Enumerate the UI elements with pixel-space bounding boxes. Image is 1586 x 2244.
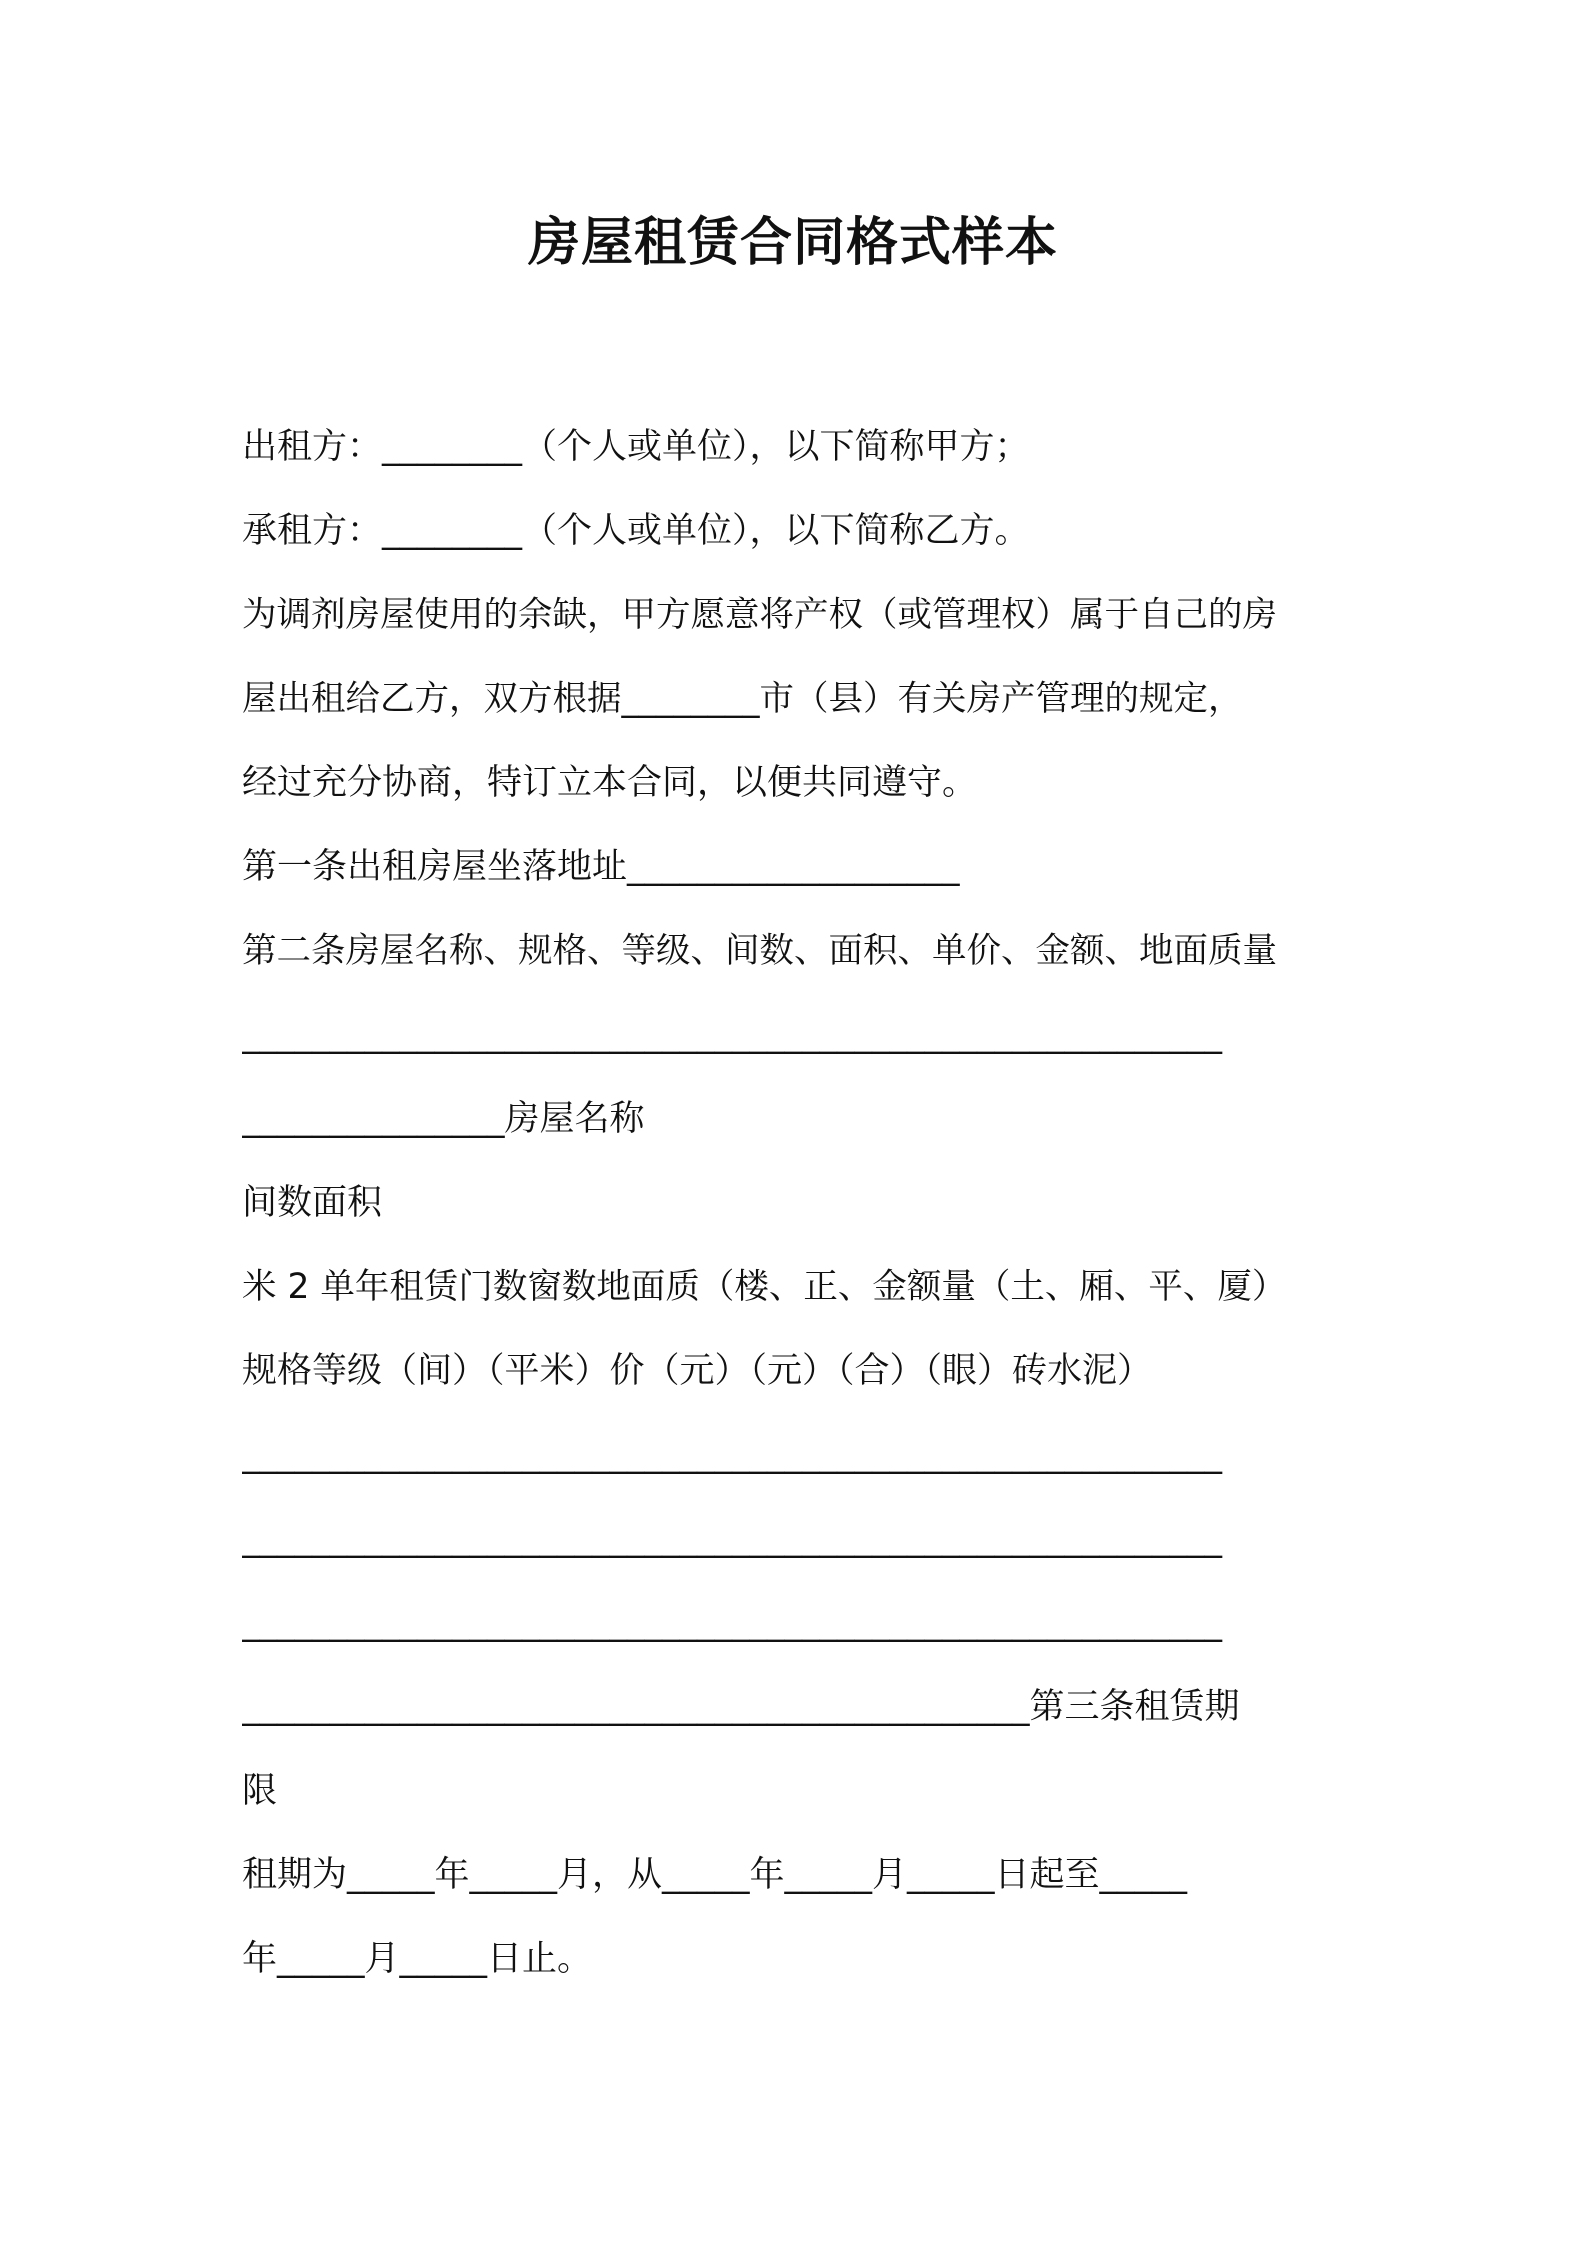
table-header-line-1: 米 2 单年租赁门数窗数地面质（楼、正、金额量（土、厢、平、厦） xyxy=(242,1267,1287,1307)
preamble-line-1: 为调剂房屋使用的余缺，甲方愿意将产权（或管理权）属于自己的房 xyxy=(242,595,1277,635)
article-1-line: 第一条出租房屋坐落地址___________________ xyxy=(242,847,960,887)
lessee-line: 承租方：________（个人或单位），以下简称乙方。 xyxy=(242,511,1030,551)
preamble-line-2: 屋出租给乙方，双方根据________市（县）有关房产管理的规定， xyxy=(242,679,1243,719)
table-header-line-2: 规格等级（间）（平米）价（元）（元）（合）（眼）砖水泥） xyxy=(242,1351,1153,1391)
preamble-line-3: 经过充分协商，特订立本合同，以便共同遵守。 xyxy=(242,763,978,803)
lease-term-line-2: 年_____月_____日止。 xyxy=(242,1939,593,1979)
blank-line-1: ________________________________________________________ xyxy=(242,1015,1222,1055)
room-area-line: 间数面积 xyxy=(242,1183,383,1223)
contract-body xyxy=(242,405,1362,2001)
lease-term-line-1: 租期为_____年_____月，从_____年_____月_____日起至_____ xyxy=(242,1855,1188,1895)
lessor-line: 出租方：________（个人或单位），以下简称甲方； xyxy=(242,427,1030,467)
article-3-line: _____________________________________________第三条租赁期 xyxy=(242,1687,1240,1727)
house-name-line: _______________房屋名称 xyxy=(242,1099,645,1139)
blank-line-2: ________________________________________________________ xyxy=(242,1435,1222,1475)
blank-line-3: ________________________________________________________ xyxy=(242,1519,1222,1559)
article-2-line: 第二条房屋名称、规格、等级、间数、面积、单价、金额、地面质量 xyxy=(242,931,1277,971)
blank-line-4: ________________________________________________________ xyxy=(242,1603,1222,1643)
article-3-line-cont: 限 xyxy=(242,1771,278,1811)
document-title: 房屋租赁合同格式样本 xyxy=(527,213,1058,273)
